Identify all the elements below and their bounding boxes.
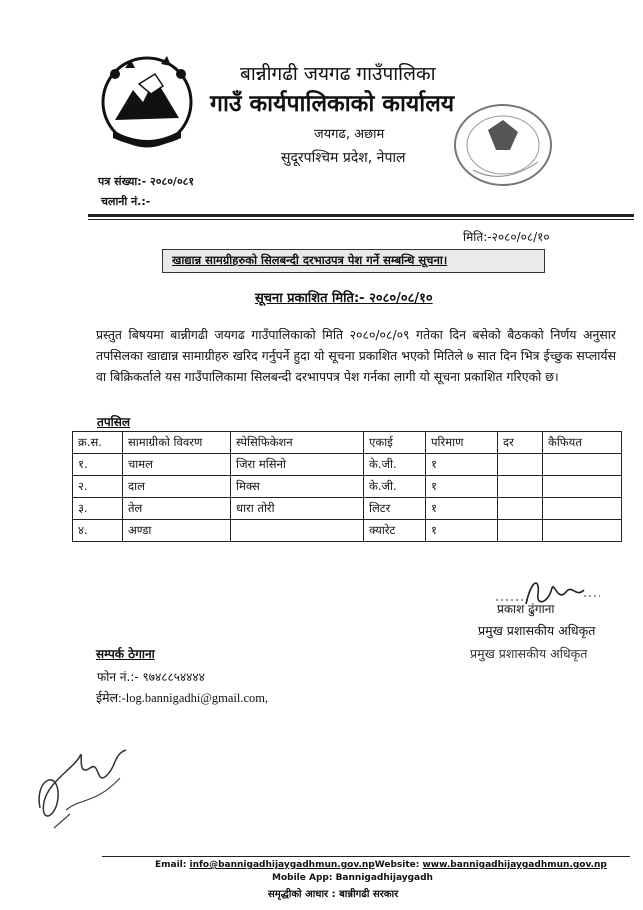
municipality-emblem [95, 50, 200, 150]
footer-divider [102, 856, 630, 857]
footer-email-link[interactable]: info@bannigadhijaygadhmun.gov.np [189, 860, 375, 870]
table-row [73, 476, 622, 498]
footer-email-label: Email: [155, 860, 190, 870]
column-header: कैफियत [543, 432, 622, 454]
office-seal [448, 100, 558, 190]
municipality-name: बान्नीगढी जयगढ गाउँपालिका [240, 63, 436, 85]
subject-line: खाद्यान्न सामग्रीहरुको सिलबन्दी दरभाउपत्र पेश गर्ने सम्बन्धि सूचना। [172, 253, 448, 267]
table-cell: के.जी. [364, 476, 426, 498]
officer-title: प्रमुख प्रशासकीय अधिकृत [478, 623, 596, 638]
table-cell: क्यारेट [364, 520, 426, 542]
table-cell: चामल [123, 454, 231, 476]
table-cell: १ [426, 454, 498, 476]
table-cell: ३. [73, 498, 123, 520]
officer-name: प्रकाश ढुंगाना [497, 602, 555, 616]
table-row [73, 454, 622, 476]
footer-mobile-app: Mobile App: Bannigadhijaygadh [272, 873, 433, 883]
table-cell: १ [426, 476, 498, 498]
table-row [73, 498, 622, 520]
footer-contact-line [155, 860, 607, 870]
address-line-2: सुदूरपश्चिम प्रदेश, नेपाल [281, 150, 406, 166]
table-cell: लिटर [364, 498, 426, 520]
column-header: परिमाण [426, 432, 498, 454]
officer-stamp: प्रमुख प्रशासकीय अधिकृत [470, 646, 588, 661]
table-cell: अण्डा [123, 520, 231, 542]
items-table [72, 431, 622, 542]
table-cell: १. [73, 454, 123, 476]
table-cell [543, 476, 622, 498]
letter-number: पत्र संख्या:- २०८०/०८१ [98, 175, 195, 188]
table-cell [543, 454, 622, 476]
header-divider [88, 214, 634, 217]
contact-email: ईमेल:-log.bannigadhi@gmail.com, [96, 691, 269, 705]
office-title: गाउँ कार्यपालिकाको कार्यालय [210, 91, 455, 117]
address-line-1: जयगढ, अछाम [314, 127, 385, 142]
handwritten-signature [30, 738, 140, 838]
table-cell: २. [73, 476, 123, 498]
table-cell [543, 498, 622, 520]
notice-date: मिति:-२०८०/०८/१० [463, 230, 550, 244]
table-cell [498, 476, 543, 498]
table-row [73, 520, 622, 542]
notice-body: प्रस्तुत बिषयमा बान्नीगढी जयगढ गाउँपालिकाको मिति २०८०/०८/०९ गतेका दिन बसेको बैठकको निर्णय अनुसार तपसिलका खाद्यान्न सामाग्रीहरु खरिद गर्नुपर्ने हुदा यो सूचना प्रकाशित भएको मितिले ७ सात दिन भित्र ईच्छुक सप्लार्यस वा बिक्रिकर्ताले यस गाउँपालिकामा सिलबन्दी दरभापपत्र पेश गर्नका लागी यो सूचना प्रकाशित गरिएको छ। [96, 327, 616, 384]
table-cell: मिक्स [231, 476, 364, 498]
table-cell [498, 520, 543, 542]
footer-website-link[interactable]: www.bannigadhijaygadhmun.gov.np [422, 860, 607, 870]
table-cell [498, 498, 543, 520]
column-header: क्र.स. [73, 432, 123, 454]
column-header: दर [498, 432, 543, 454]
table-cell: तेल [123, 498, 231, 520]
table-cell: धारा तोरी [231, 498, 364, 520]
table-cell: दाल [123, 476, 231, 498]
footer-motto: समृद्धीको आधार : बान्नीगढी सरकार [268, 889, 399, 900]
table-cell: जिरा मसिनो [231, 454, 364, 476]
table-cell: के.जी. [364, 454, 426, 476]
table-cell: १ [426, 498, 498, 520]
column-header: स्पेसिफिकेशन [231, 432, 364, 454]
dispatch-number: चलानी नं.:- [101, 195, 151, 208]
contact-phone: फोन नं.:- ९७४८८५४४४४ [97, 670, 205, 684]
table-label: तपसिल [97, 415, 131, 429]
column-header: सामाग्रीको विवरण [123, 432, 231, 454]
column-header: एकाई [364, 432, 426, 454]
table-cell: १ [426, 520, 498, 542]
table-cell [498, 454, 543, 476]
header-divider-thin [88, 219, 634, 220]
table-cell [543, 520, 622, 542]
contact-heading: सम्पर्क ठेगाना [96, 647, 155, 661]
table-header-row [73, 432, 622, 454]
table-cell: ४. [73, 520, 123, 542]
table-cell [231, 520, 364, 542]
published-date: सूचना प्रकाशित मिति:- २०८०/०८/१० [255, 291, 433, 306]
footer-website-label: Website: [374, 860, 423, 870]
